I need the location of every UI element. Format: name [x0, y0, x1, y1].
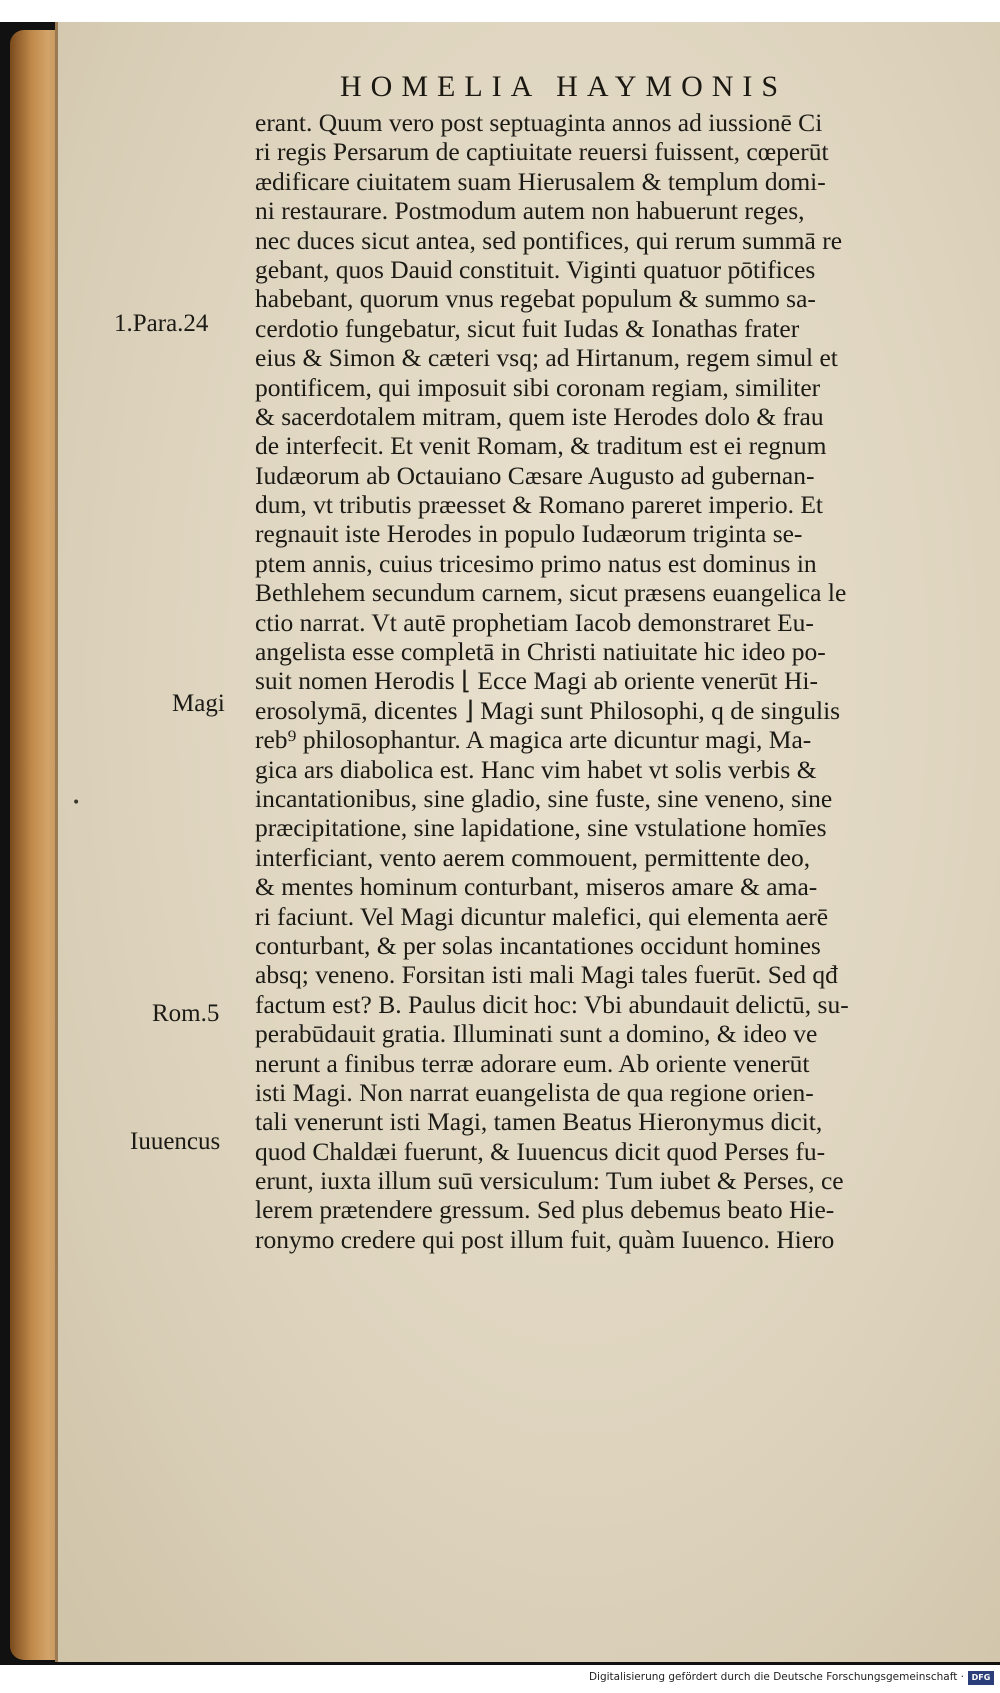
- text-line: erosolymā, dicentes ⌋ Magi sunt Philosophi, q de singulis: [255, 695, 841, 725]
- text-line: angelista esse completā in Christi natiuitate hic ideo po-: [255, 637, 826, 667]
- text-line: ptem annis, cuius tricesimo primo natus est dominus in: [255, 548, 817, 578]
- text-line: regnauit iste Herodes in populo Iudæorum triginta se-: [255, 519, 803, 549]
- text-line: nerunt a finibus terræ adorare eum. Ab oriente venerūt: [255, 1048, 810, 1078]
- text-line: ctio narrat. Vt autē prophetiam Iacob demonstraret Eu-: [255, 607, 814, 637]
- text-line: suit nomen Herodis ⌊ Ecce Magi ab oriente venerūt Hi-: [255, 666, 818, 696]
- text-line: de interfecit. Et venit Romam, & traditum est ei regnum: [255, 431, 827, 461]
- margin-note-magi: Magi: [172, 690, 225, 717]
- text-line: ri faciunt. Vel Magi dicuntur malefici, qui elementa aerē: [255, 901, 829, 931]
- text-line: absq; veneno. Forsitan isti mali Magi tales fuerūt. Sed qđ: [255, 960, 838, 990]
- text-line: reb⁹ philosophantur. A magica arte dicuntur magi, Ma-: [255, 725, 812, 755]
- dfg-logo: DFG: [968, 1671, 994, 1685]
- text-line: habebant, quorum vnus regebat populum & summo sa-: [255, 284, 816, 314]
- text-line: & sacerdotalem mitram, quem iste Herodes dolo & frau: [255, 401, 824, 431]
- top-border: [0, 0, 1000, 22]
- margin-note-para: 1.Para.24: [114, 310, 209, 337]
- text-line: isti Magi. Non narrat euangelista de qua regione orien-: [255, 1077, 814, 1107]
- text-line: eius & Simon & cæteri vsq; ad Hirtanum, regem simul et: [255, 343, 838, 373]
- text-line: interficiant, vento aerem commouent, permittente deo,: [255, 842, 811, 872]
- text-line: lerem prætendere gressum. Sed plus debemus beato Hie-: [255, 1195, 835, 1225]
- text-line: dum, vt tributis præesset & Romano pareret imperio. Et: [255, 490, 823, 520]
- ink-mark: •: [72, 795, 81, 811]
- text-line: præcipitatione, sine lapidatione, sine vstulatione homīes: [255, 813, 827, 843]
- text-line: tali venerunt isti Magi, tamen Beatus Hieronymus dicit,: [255, 1107, 823, 1137]
- main-text: [255, 108, 960, 1254]
- digitization-credit: Digitalisierung gefördert durch die Deutsche Forschungsgemeinschaft ·: [588, 1671, 964, 1683]
- text-line: & mentes hominum conturbant, miseros amare & ama-: [255, 872, 818, 902]
- text-line: factum est? B. Paulus dicit hoc: Vbi abundauit delictū, su-: [255, 989, 849, 1019]
- text-line: perabūdauit gratia. Illuminati sunt a domino, & ideo ve: [255, 1019, 818, 1049]
- text-line: ni restaurare. Postmodum autem non habuerunt reges,: [255, 196, 805, 226]
- text-line: ri regis Persarum de captiuitate reuersi fuissent, cœperūt: [255, 137, 829, 167]
- text-line: incantationibus, sine gladio, sine fuste, sine veneno, sine: [255, 783, 833, 813]
- margin-note-rom: Rom.5: [152, 1000, 220, 1027]
- running-head: HOMELIA HAYMONIS: [340, 70, 788, 103]
- margin-note-iuuencus: Iuuencus: [130, 1128, 221, 1155]
- text-line: nec duces sicut antea, sed pontifices, qui rerum summā re: [255, 225, 843, 255]
- text-line: quod Chaldæi fuerunt, & Iuuencus dicit quod Perses fu-: [255, 1136, 826, 1166]
- text-line: ædificare ciuitatem suam Hierusalem & templum domi-: [255, 166, 826, 196]
- text-line: Iudæorum ab Octauiano Cæsare Augusto ad gubernan-: [255, 460, 815, 490]
- text-line: erunt, iuxta illum suū versiculum: Tum iubet & Perses, ce: [255, 1166, 844, 1196]
- text-line: erant. Quum vero post septuaginta annos ad iussionē Ci: [255, 108, 823, 137]
- text-line: ronymo credere qui post illum fuit, quàm Iuuenco. Hiero: [255, 1224, 835, 1254]
- text-line: gica ars diabolica est. Hanc vim habet vt solis verbis &: [255, 754, 817, 784]
- text-line: Bethlehem secundum carnem, sicut præsens euangelica le: [255, 578, 847, 608]
- text-line: pontificem, qui imposuit sibi coronam regiam, similiter: [255, 372, 821, 402]
- text-line: gebant, quos Dauid constituit. Viginti quatuor pōtifices: [255, 254, 816, 284]
- text-line: cerdotio fungebatur, sicut fuit Iudas & Ionathas frater: [255, 313, 800, 343]
- text-line: conturbant, & per solas incantationes occidunt homines: [255, 930, 821, 960]
